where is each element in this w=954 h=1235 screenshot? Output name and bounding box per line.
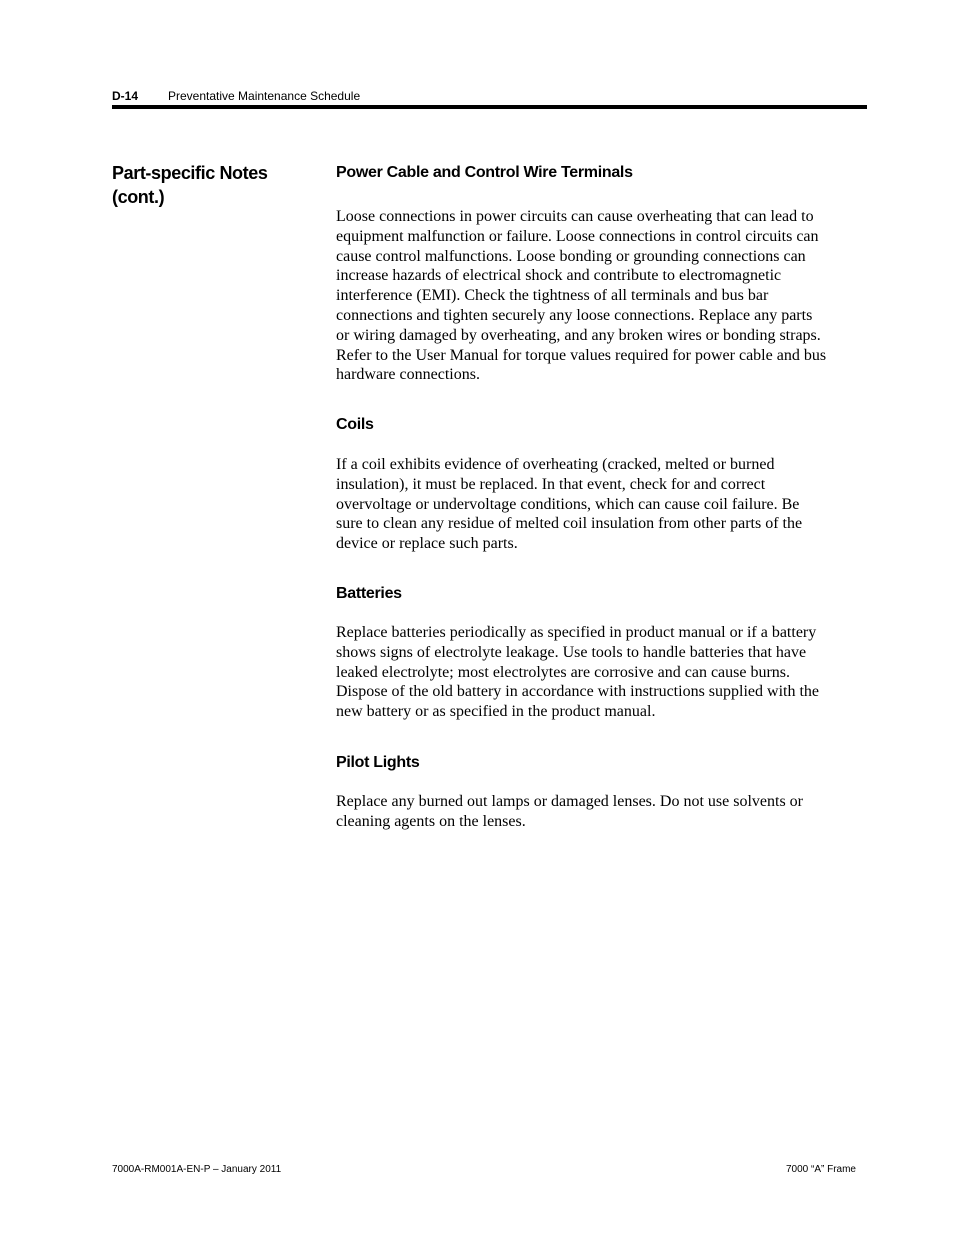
body-line: device or replace such parts.: [336, 535, 518, 553]
footer-document-id: 7000A-RM001A-EN-P – January 2011: [112, 1164, 282, 1175]
body-line: Dispose of the old battery in accordance with instructions supplied with the: [336, 683, 819, 701]
side-heading: [112, 161, 312, 209]
body-line: increase hazards of electrical shock and contribute to electromagnetic: [336, 267, 782, 285]
page-number: D-14: [112, 89, 139, 103]
header-rule: [112, 105, 867, 109]
section-body-power-cable: [336, 207, 866, 385]
section-body-batteries: [336, 623, 866, 722]
body-line: equipment malfunction or failure. Loose connections in control circuits can: [336, 227, 819, 245]
header-section-title: Preventative Maintenance Schedule: [168, 89, 361, 103]
section-heading-power-cable: Power Cable and Control Wire Terminals: [336, 164, 633, 181]
body-line: or wiring damaged by overheating, and any broken wires or bonding straps.: [336, 326, 821, 344]
section-heading-batteries: Batteries: [336, 585, 402, 602]
section-heading-pilot-lights: Pilot Lights: [336, 754, 420, 771]
body-line: Replace any burned out lamps or damaged lenses. Do not use solvents or: [336, 793, 803, 810]
body-line: Refer to the User Manual for torque values required for power cable and bus: [336, 346, 827, 364]
section-heading-coils: Coils: [336, 416, 374, 433]
side-heading-line-2: (cont.): [112, 187, 165, 207]
body-line: connections and tighten securely any loose connections. Replace any parts: [336, 306, 813, 324]
body-line: insulation), it must be replaced. In that event, check for and correct: [336, 475, 766, 493]
body-line: shows signs of electrolyte leakage. Use tools to handle batteries that have: [336, 643, 807, 661]
body-line: new battery or as specified in the product manual.: [336, 703, 656, 721]
body-line: cleaning agents on the lenses.: [336, 812, 526, 830]
body-line: cause control malfunctions. Loose bonding or grounding connections can: [336, 247, 806, 265]
footer-product-name: 7000 “A” Frame: [785, 1164, 856, 1175]
body-line: leaked electrolyte; most electrolytes are corrosive and can cause burns.: [336, 663, 791, 681]
body-line: sure to clean any residue of melted coil insulation from other parts of the: [336, 515, 803, 533]
section-body-pilot-lights: [336, 792, 866, 832]
body-line: interference (EMI). Check the tightness of all terminals and bus bar: [336, 287, 769, 305]
body-line: If a coil exhibits evidence of overheating (cracked, melted or burned: [336, 456, 775, 473]
body-line: overvoltage or undervoltage conditions, which can cause coil failure. Be: [336, 495, 800, 513]
body-line: Loose connections in power circuits can cause overheating that can lead to: [336, 208, 814, 225]
body-line: Replace batteries periodically as specified in product manual or if a battery: [336, 624, 817, 641]
body-line: hardware connections.: [336, 366, 480, 384]
side-heading-line-1: Part-specific Notes: [112, 163, 268, 183]
section-body-coils: [336, 455, 866, 554]
